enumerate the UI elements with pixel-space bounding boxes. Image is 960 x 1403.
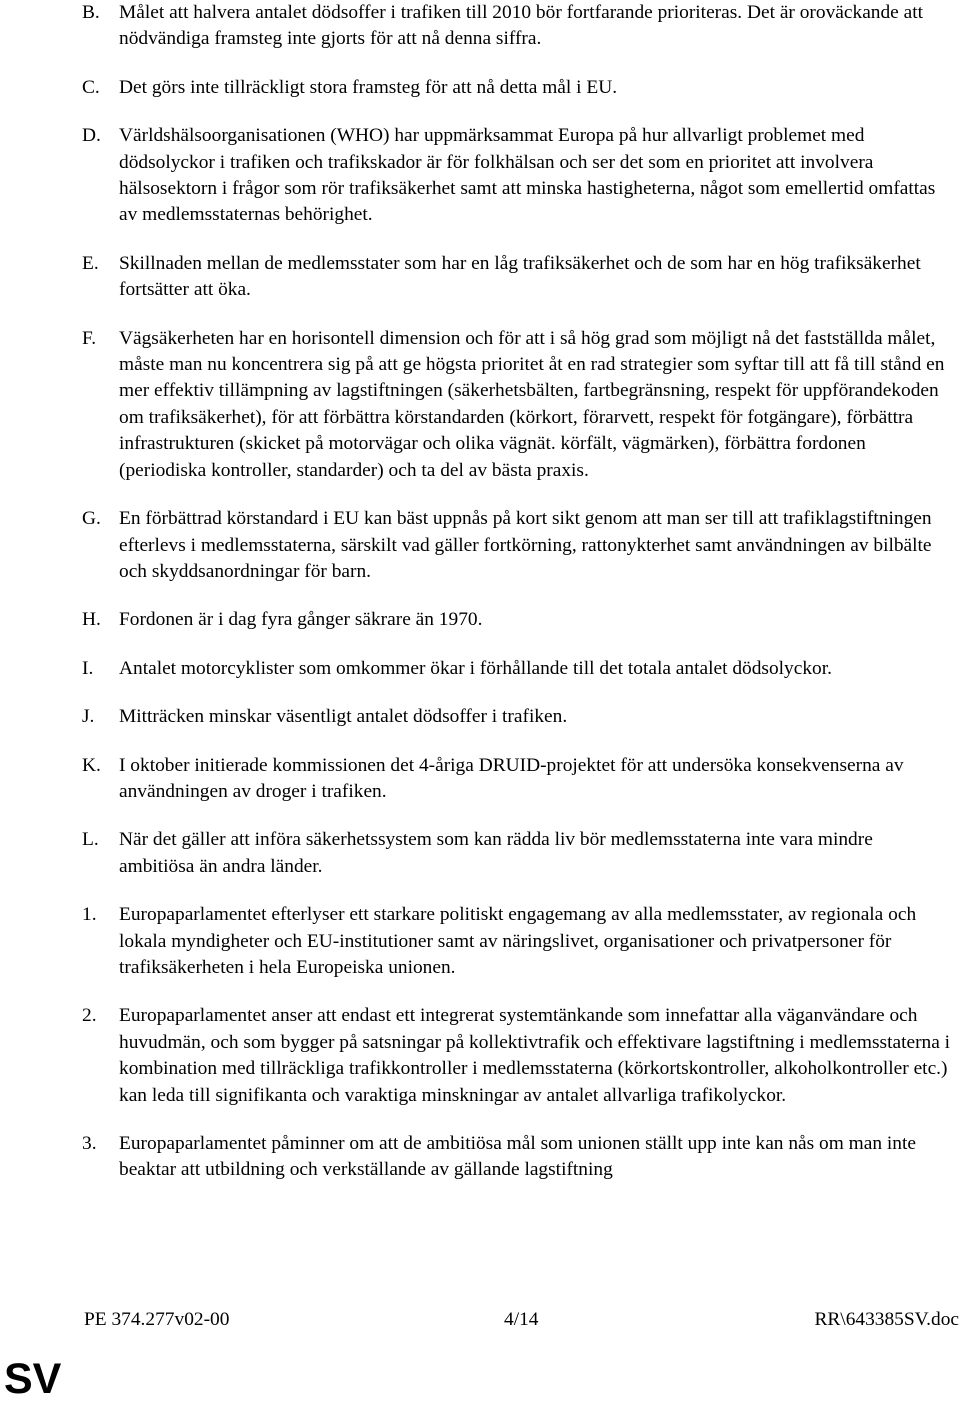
paragraph-j (82, 704, 960, 730)
paragraph-h (82, 607, 960, 633)
paragraph-text: Målet att halvera antalet dödsoffer i trafiken till 2010 bör fortfarande prioriteras. Det är oroväckande att nödvändiga framsteg inte gjorts för att nå denna siffra. (119, 2, 924, 50)
paragraph-text: Världshälsoorganisationen (WHO) har uppmärksammat Europa på hur allvarligt problemet med dödsolyckor i trafiken och trafikskador är för folkhälsan och ser det som en prioritet att involvera hälsosektorn i frågor som rör trafiksäkerhet samt att minska hastigheterna, något som emellertid omfattas av medlemsstaternas behörighet. (119, 125, 936, 226)
paragraph-label: E. (82, 252, 99, 274)
paragraph-label: J. (82, 706, 95, 728)
file-name: RR\643385SV.doc (814, 1309, 959, 1330)
paragraph-label: F. (82, 327, 97, 349)
paragraph-label: 1. (82, 904, 97, 926)
page-footer (84, 1306, 959, 1334)
paragraph-text: En förbättrad körstandard i EU kan bäst uppnås på kort sikt genom att man ser till att trafiklagstiftningen efterlevs i medlemsstaterna, särskilt vad gäller fortkörning, rattonykterhet samt användningen av bilbälte och skyddsanordningar för barn. (119, 508, 932, 582)
paragraph-label: H. (82, 609, 101, 631)
paragraph-text: Europaparlamentet anser att endast ett integrerat systemtänkande som innefattar alla väganvändare och huvudmän, och som bygger på satsningar på kollektivtrafik och effektivare lagstiftning i medlemsstaterna i kombination med tillräckliga trafikkontroller i medlemsstaterna (körkortskontroller, alkoholkontroller etc.) kan leda till signifikanta och varaktiga minskningar av antalet allvarliga trafikolyckor. (119, 1005, 951, 1106)
paragraph-text: Det görs inte tillräckligt stora framsteg för att nå detta mål i EU. (119, 76, 618, 98)
paragraph-text: Skillnaden mellan de medlemsstater som har en låg trafiksäkerhet och de som har en hög trafiksäkerhet fortsätter att öka. (119, 252, 921, 301)
paragraph-list (82, 0, 960, 1206)
paragraph-c (82, 75, 960, 101)
document-reference: PE 374.277v02-00 (84, 1309, 230, 1330)
paragraph-label: I. (82, 657, 94, 679)
paragraph-1 (82, 902, 960, 981)
paragraph-text: Antalet motorcyklister som omkommer ökar i förhållande till det totala antalet dödsolyckor. (119, 657, 832, 679)
paragraph-text: Europaparlamentet efterlyser ett starkare politiskt engagemang av alla medlemsstater, av regionala och lokala myndigheter och EU-institutioner samt av näringslivet, organisationer och privatpersoner för trafiksäkerheten i hela Europeiska unionen. (119, 904, 917, 978)
paragraph-text: Europaparlamentet påminner om att de ambitiösa mål som unionen ställt upp inte kan nås om man inte beaktar att utbildning och verkställande av gällande lagstiftning (119, 1133, 916, 1181)
paragraph-i (82, 656, 960, 682)
paragraph-text: I oktober initierade kommissionen det 4-åriga DRUID-projektet för att undersöka konsekvenserna av användningen av droger i trafiken. (119, 754, 904, 802)
paragraph-f (82, 326, 960, 484)
paragraph-l (82, 827, 960, 880)
page-number: 4/14 (504, 1309, 539, 1330)
paragraph-b (82, 0, 960, 53)
paragraph-label: B. (82, 2, 100, 23)
paragraph-label: 2. (82, 1005, 97, 1027)
paragraph-g (82, 506, 960, 585)
paragraph-e (82, 251, 960, 304)
paragraph-text: Mitträcken minskar väsentligt antalet dödsoffer i trafiken. (119, 706, 568, 728)
paragraph-d (82, 123, 960, 229)
paragraph-label: 3. (82, 1133, 97, 1154)
paragraph-2 (82, 1003, 960, 1109)
paragraph-label: D. (82, 125, 101, 147)
paragraph-3 (82, 1131, 960, 1184)
paragraph-text: När det gäller att införa säkerhetssystem som kan rädda liv bör medlemsstaterna inte vara mindre ambitiösa än andra länder. (119, 829, 873, 877)
paragraph-k (82, 753, 960, 806)
language-tag: SV (4, 1355, 62, 1403)
paragraph-label: K. (82, 754, 101, 776)
paragraph-text: Vägsäkerheten har en horisontell dimension och för att i så hög grad som möjligt nå det fastställda målet, måste man nu koncentrera sig på att ge högsta prioritet åt en rad strategier som syftar till att få till stånd en mer effektiv tillämpning av lagstiftningen (säkerhetsbälten, fartbegränsning, respekt för uppförandekoden om trafiksäkerhet), för att förbättra körstandarden (körkort, förarvett, respekt för fotgängare), förbättra infrastrukturen (skicket på motorvägar och olika vägnät. körfält, vägmärken), förbättra fordonen (periodiska kontroller, standarder) och ta del av bästa praxis. (119, 327, 945, 481)
paragraph-label: L. (82, 829, 99, 851)
paragraph-text: Fordonen är i dag fyra gånger säkrare än 1970. (119, 609, 483, 631)
paragraph-label: G. (82, 508, 101, 530)
paragraph-label: C. (82, 76, 100, 98)
